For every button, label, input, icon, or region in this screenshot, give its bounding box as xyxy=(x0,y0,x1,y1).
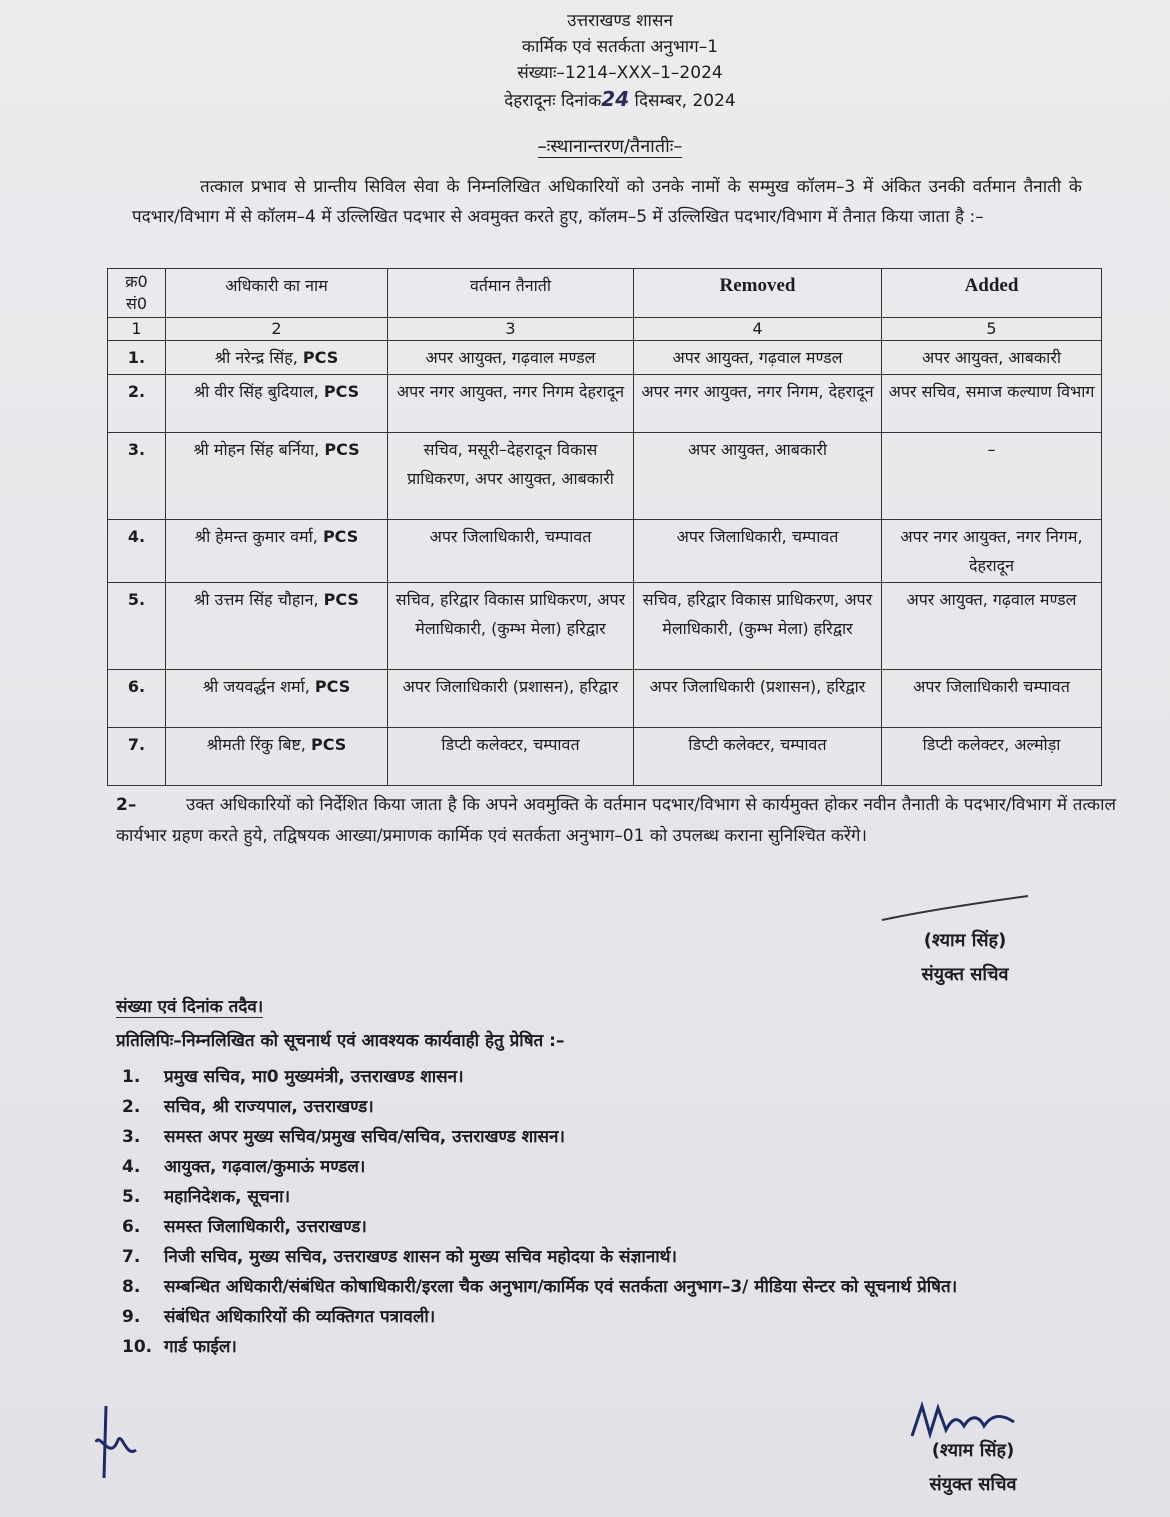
row-removed-post: अपर नगर आयुक्त, नगर निगम, देहरादून xyxy=(634,375,882,433)
row-serial: 4. xyxy=(108,520,166,583)
signatory-name: (श्याम सिंह) xyxy=(931,1440,1015,1461)
row-added-post: – xyxy=(882,433,1102,520)
signature-block-1 xyxy=(880,924,1050,992)
copy-item-text: समस्त जिलाधिकारी, उत्तराखण्ड। xyxy=(164,1217,367,1237)
col-number: 5 xyxy=(882,318,1102,341)
row-added-post: अपर आयुक्त, आबकारी xyxy=(882,341,1102,375)
row-added-post: अपर आयुक्त, गढ़वाल मण्डल xyxy=(882,583,1102,670)
copy-item-text: समस्त अपर मुख्य सचिव/प्रमुख सचिव/सचिव, उत्तराखण्ड शासन। xyxy=(164,1127,565,1147)
header-serial: क्र0 सं0 xyxy=(108,269,166,318)
subject-line xyxy=(0,134,1170,158)
signature-scribble-2 xyxy=(908,1400,1018,1440)
row-officer-name xyxy=(166,341,388,375)
officer-service-pcs: PCS xyxy=(322,527,359,546)
copy-list-item xyxy=(122,1062,1142,1092)
copy-item-number: 9. xyxy=(122,1307,141,1327)
copy-item-text: गार्ड फाईल। xyxy=(164,1337,237,1357)
row-added-post: अपर नगर आयुक्त, नगर निगम, देहरादून xyxy=(882,520,1102,583)
signatory-designation: संयुक्त सचिव xyxy=(929,1474,1017,1495)
letterhead xyxy=(0,8,1170,114)
order-paragraph: तत्काल प्रभाव से प्रान्तीय सिविल सेवा के निम्नलिखित अधिकारियों को उनके नामों के सम्मुख कॉलम–3 में अंकित उनकी वर्तमान तैनाती के पदभार/विभाग में से कॉलम–4 में उल्लिखित पदभार से अवमुक्त करते हुए, कॉलम–5 में उल्लिखित पदभार/विभाग में तैनात किया जाता है :– xyxy=(132,177,1082,227)
copy-item-text: निजी सचिव, मुख्य सचिव, उत्तराखण्ड शासन को मुख्य सचिव महोदया के संज्ञानार्थ। xyxy=(164,1247,677,1267)
copy-list-item xyxy=(122,1152,1142,1182)
number-same-date: संख्या एवं दिनांक तदैव। xyxy=(116,994,263,1018)
table-row xyxy=(108,375,1102,433)
copy-item-number: 10. xyxy=(122,1337,153,1357)
row-officer-name xyxy=(166,375,388,433)
row-removed-post: अपर जिलाधिकारी, चम्पावत xyxy=(634,520,882,583)
officer-name-text: श्री हेमन्त कुमार वर्मा, xyxy=(194,527,318,546)
row-officer-name xyxy=(166,670,388,728)
copy-item-number: 3. xyxy=(122,1127,141,1147)
copy-item-text: आयुक्त, गढ़वाल/कुमाऊं मण्डल। xyxy=(164,1157,366,1177)
copy-item-number: 1. xyxy=(122,1067,141,1087)
issue-date xyxy=(0,86,1170,114)
copy-item-text: प्रमुख सचिव, मा0 मुख्यमंत्री, उत्तराखण्ड शासन। xyxy=(164,1067,464,1087)
govt-name: उत्तराखण्ड शासन xyxy=(567,11,673,31)
copy-to-heading: प्रतिलिपिः–निम्नलिखित को सूचनार्थ एवं आवश्यक कार्यवाही हेतु प्रेषित :– xyxy=(116,1031,565,1051)
table-row xyxy=(108,433,1102,520)
officer-service-pcs: PCS xyxy=(302,348,339,367)
officer-name-text: श्रीमती रिंकु बिष्ट, xyxy=(206,735,306,754)
row-serial: 6. xyxy=(108,670,166,728)
row-officer-name xyxy=(166,433,388,520)
row-current-posting: सचिव, हरिद्वार विकास प्राधिकरण, अपर मेलाधिकारी, (कुम्भ मेला) हरिद्वार xyxy=(388,583,634,670)
signature-block-2 xyxy=(898,1434,1048,1502)
row-current-posting: अपर नगर आयुक्त, नगर निगम देहरादून xyxy=(388,375,634,433)
header-officer-name: अधिकारी का नाम xyxy=(166,269,388,318)
officer-service-pcs: PCS xyxy=(323,590,359,609)
col-number: 4 xyxy=(634,318,882,341)
row-serial: 5. xyxy=(108,583,166,670)
copy-item-number: 7. xyxy=(122,1247,141,1267)
date-day-handwritten: 24 xyxy=(601,87,630,111)
row-officer-name xyxy=(166,583,388,670)
row-current-posting: अपर जिलाधिकारी, चम्पावत xyxy=(388,520,634,583)
row-removed-post: सचिव, हरिद्वार विकास प्राधिकरण, अपर मेलाधिकारी, (कुम्भ मेला) हरिद्वार xyxy=(634,583,882,670)
col-number: 2 xyxy=(166,318,388,341)
row-officer-name xyxy=(166,520,388,583)
row-removed-post: डिप्टी कलेक्टर, चम्पावत xyxy=(634,728,882,786)
row-serial: 3. xyxy=(108,433,166,520)
transfer-table xyxy=(107,268,1102,786)
copy-list-item xyxy=(122,1212,1142,1242)
copy-list-item xyxy=(122,1242,1142,1272)
instruction-paragraph xyxy=(116,790,1116,852)
date-prefix: देहरादूनः दिनांक xyxy=(504,91,602,111)
copy-item-text: संबंधित अधिकारियों की व्यक्तिगत पत्रावली। xyxy=(164,1307,436,1327)
department-name: कार्मिक एवं सतर्कता अनुभाग–1 xyxy=(521,37,719,57)
copy-list-item xyxy=(122,1122,1142,1152)
row-current-posting: अपर जिलाधिकारी (प्रशासन), हरिद्वार xyxy=(388,670,634,728)
col-number: 3 xyxy=(388,318,634,341)
copy-list-item xyxy=(122,1092,1142,1122)
copy-list-item xyxy=(122,1332,1142,1362)
row-added-post: अपर जिलाधिकारी चम्पावत xyxy=(882,670,1102,728)
officer-service-pcs: PCS xyxy=(310,735,347,754)
copy-item-number: 8. xyxy=(122,1277,141,1297)
header-removed: Removed xyxy=(634,269,882,318)
table-row xyxy=(108,583,1102,670)
officer-service-pcs: PCS xyxy=(314,677,351,696)
officer-name-text: श्री वीर सिंह बुदियाल, xyxy=(193,382,319,401)
copy-item-number: 2. xyxy=(122,1097,141,1117)
signatory-name: (श्याम सिंह) xyxy=(923,930,1007,951)
col-number: 1 xyxy=(108,318,166,341)
row-current-posting: सचिव, मसूरी–देहरादून विकास प्राधिकरण, अपर आयुक्त, आबकारी xyxy=(388,433,634,520)
copy-item-text: सम्बन्धित अधिकारी/संबंधित कोषाधिकारी/इरला चैक अनुभाग/कार्मिक एवं सतर्कता अनुभाग–3/ मीडिया सेन्टर को सूचनार्थ प्रेषित। xyxy=(164,1277,958,1297)
signature-scribble-1 xyxy=(880,894,1030,924)
copy-item-text: सचिव, श्री राज्यपाल, उत्तराखण्ड। xyxy=(164,1097,374,1117)
officer-service-pcs: PCS xyxy=(323,382,360,401)
copy-list-item xyxy=(122,1182,1142,1212)
table-row xyxy=(108,341,1102,375)
row-removed-post: अपर आयुक्त, गढ़वाल मण्डल xyxy=(634,341,882,375)
copy-item-number: 4. xyxy=(122,1157,141,1177)
officer-service-pcs: PCS xyxy=(324,440,360,459)
header-added: Added xyxy=(882,269,1102,318)
table-row xyxy=(108,728,1102,786)
row-added-post: डिप्टी कलेक्टर, अल्मोड़ा xyxy=(882,728,1102,786)
row-officer-name xyxy=(166,728,388,786)
copy-item-text: महानिदेशक, सूचना। xyxy=(164,1187,291,1207)
copy-item-number: 6. xyxy=(122,1217,141,1237)
copy-list-item xyxy=(122,1272,1142,1302)
column-number-row xyxy=(108,318,1102,341)
initials-scribble xyxy=(92,1402,142,1482)
row-added-post: अपर सचिव, समाज कल्याण विभाग xyxy=(882,375,1102,433)
officer-name-text: श्री मोहन सिंह बर्निया, xyxy=(193,440,320,459)
copy-list-item xyxy=(122,1302,1142,1332)
row-serial: 1. xyxy=(108,341,166,375)
row-current-posting: डिप्टी कलेक्टर, चम्पावत xyxy=(388,728,634,786)
subject-text: –ःस्थानान्तरण/तैनातीः– xyxy=(537,136,683,157)
officer-name-text: श्री जयवर्द्धन शर्मा, xyxy=(202,677,310,696)
table-header-row xyxy=(108,269,1102,318)
copy-item-number: 5. xyxy=(122,1187,141,1207)
table-row xyxy=(108,520,1102,583)
copy-to-list xyxy=(122,1062,1142,1362)
paragraph-number: 2– xyxy=(116,795,137,815)
signatory-designation: संयुक्त सचिव xyxy=(921,964,1009,985)
officer-name-text: श्री नरेन्द्र सिंह, xyxy=(214,348,298,367)
row-current-posting: अपर आयुक्त, गढ़वाल मण्डल xyxy=(388,341,634,375)
instruction-text: उक्त अधिकारियों को निर्देशित किया जाता है कि अपने अवमुक्ति के वर्तमान पदभार/विभाग से कार्यमुक्त होकर नवीन तैनाती के पदभार/विभाग में तत्काल कार्यभार ग्रहण करते हुये, तद्विषयक आख्या/प्रमाणक कार्मिक एवं सतर्कता अनुभाग–01 को उपलब्ध कराना सुनिश्चित करेंगे। xyxy=(116,795,1116,846)
header-current-posting: वर्तमान तैनाती xyxy=(388,269,634,318)
officer-name-text: श्री उत्तम सिंह चौहान, xyxy=(194,590,319,609)
date-suffix: दिसम्बर, 2024 xyxy=(629,91,736,111)
row-serial: 7. xyxy=(108,728,166,786)
reference-number: संख्याः–1214–XXX–1–2024 xyxy=(517,63,723,83)
row-removed-post: अपर जिलाधिकारी (प्रशासन), हरिद्वार xyxy=(634,670,882,728)
row-serial: 2. xyxy=(108,375,166,433)
table-row xyxy=(108,670,1102,728)
row-removed-post: अपर आयुक्त, आबकारी xyxy=(634,433,882,520)
